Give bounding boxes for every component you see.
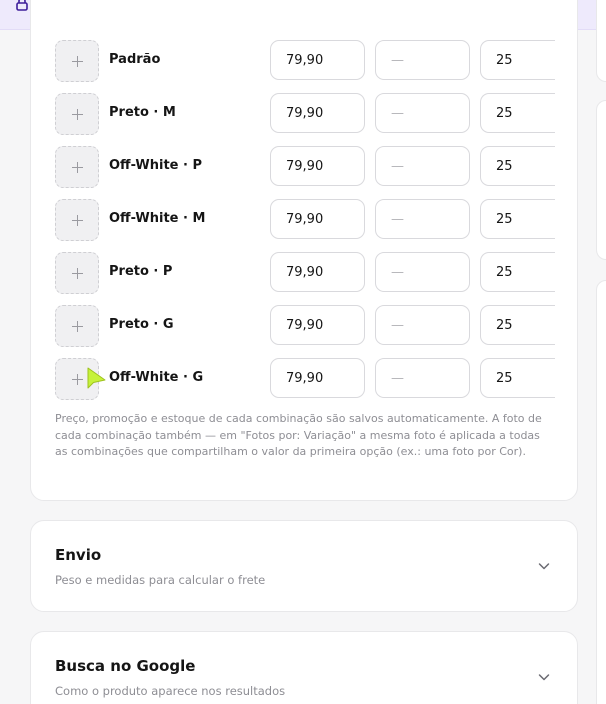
add-photo-button[interactable] [55, 305, 99, 347]
stock-input[interactable]: 25 [480, 146, 555, 186]
lock-icon [14, 0, 30, 12]
variant-row [55, 358, 555, 400]
chevron-down-icon[interactable] [537, 559, 551, 573]
promo-price-input[interactable]: — [375, 40, 470, 80]
variant-row [55, 305, 555, 347]
variant-name: Preto · G [109, 317, 174, 332]
price-input[interactable]: 79,90 [270, 93, 365, 133]
stock-input[interactable]: 25 [480, 93, 555, 133]
plus-icon [72, 321, 83, 332]
add-photo-button[interactable] [55, 199, 99, 241]
variant-row [55, 146, 555, 188]
variant-name: Preto · P [109, 264, 173, 279]
add-photo-button[interactable] [55, 146, 99, 188]
plus-icon [72, 215, 83, 226]
price-input[interactable]: 79,90 [270, 305, 365, 345]
price-input[interactable]: 79,90 [270, 252, 365, 292]
google-subtitle: Como o produto aparece nos resultados [55, 684, 286, 698]
promo-price-input[interactable]: — [375, 199, 470, 239]
plus-icon [72, 374, 83, 385]
google-title: Busca no Google [55, 657, 196, 675]
plus-icon [72, 268, 83, 279]
stock-input[interactable]: 25 [480, 40, 555, 80]
promo-price-input[interactable]: — [375, 358, 470, 398]
price-input[interactable]: 79,90 [270, 146, 365, 186]
price-input[interactable]: 79,90 [270, 358, 365, 398]
envio-subtitle: Peso e medidas para calcular o frete [55, 573, 266, 587]
price-input[interactable]: 79,90 [270, 40, 365, 80]
price-input[interactable]: 79,90 [270, 199, 365, 239]
stock-input[interactable]: 25 [480, 358, 555, 398]
google-section[interactable] [30, 631, 578, 704]
plus-icon [72, 162, 83, 173]
variants-note: Preço, promoção e estoque de cada combinação são salvos automaticamente. A foto de cada combinação também — em "Fotos por: Variação" a mesma foto é aplicada a todas as combinações que compartilham o valor da primeira opção (ex.: uma foto por Cor). [55, 412, 542, 458]
stock-input[interactable]: 25 [480, 252, 555, 292]
add-photo-button[interactable] [55, 40, 99, 82]
stock-input[interactable]: 25 [480, 305, 555, 345]
promo-price-input[interactable]: — [375, 146, 470, 186]
side-card-bottom [596, 280, 606, 704]
variant-row [55, 199, 555, 241]
side-card-middle [596, 100, 606, 260]
variant-name: Padrão [109, 52, 161, 67]
stock-input[interactable]: 25 [480, 199, 555, 239]
mouse-cursor-icon [86, 366, 108, 392]
envio-section[interactable] [30, 520, 578, 612]
variant-name: Off-White · P [109, 158, 202, 173]
promo-price-input[interactable]: — [375, 305, 470, 345]
plus-icon [72, 56, 83, 67]
add-photo-button[interactable] [55, 93, 99, 135]
variant-name: Off-White · G [109, 370, 204, 385]
variant-row [55, 252, 555, 294]
side-card-top [596, 0, 606, 82]
add-photo-button[interactable] [55, 252, 99, 294]
envio-title: Envio [55, 546, 102, 564]
variant-name: Off-White · M [109, 211, 206, 226]
promo-price-input[interactable]: — [375, 93, 470, 133]
plus-icon [72, 109, 83, 120]
variant-name: Preto · M [109, 105, 176, 120]
promo-price-input[interactable]: — [375, 252, 470, 292]
variant-row [55, 93, 555, 135]
chevron-down-icon[interactable] [537, 670, 551, 684]
variant-row [55, 40, 555, 82]
